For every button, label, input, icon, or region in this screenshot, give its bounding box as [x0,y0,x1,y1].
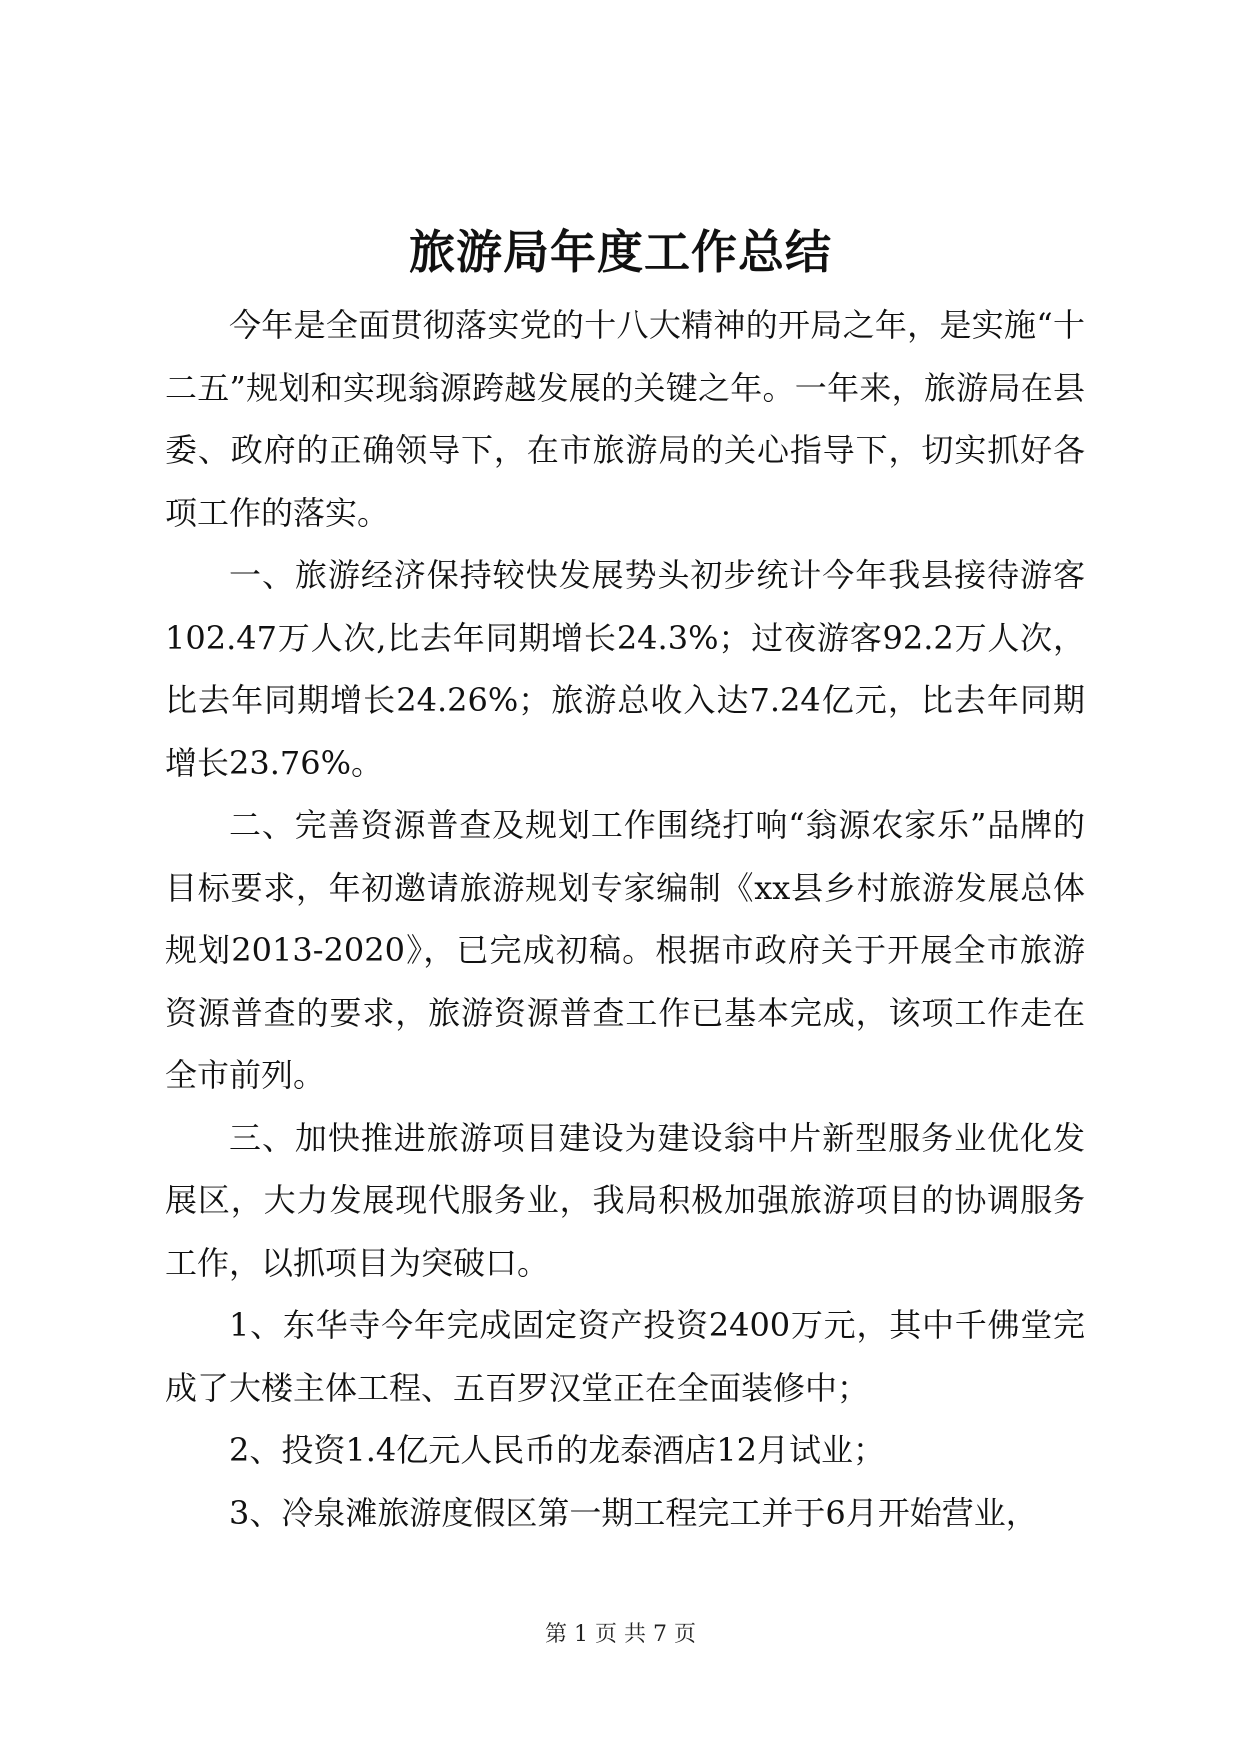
page-indicator: 第 1 页 共 7 页 [545,1622,696,1647]
paragraph-item-1: 1、东华寺今年完成固定资产投资2400万元，其中千佛堂完成了大楼主体工程、五百罗汉堂正在全面装修中； [165,1306,1085,1407]
paragraph-section-2: 二、完善资源普查及规划工作围绕打响“翁源农家乐”品牌的目标要求，年初邀请旅游规划专家编制《xx县乡村旅游发展总体规划2013-2020》，已完成初稿。根据市政府关于开展全市旅游资源普查的要求，旅游资源普查工作已基本完成，该项工作走在全市前列。 [165,806,1085,1094]
paragraph-section-3: 三、加快推进旅游项目建设为建设翁中片新型服务业优化发展区，大力发展现代服务业，我局积极加强旅游项目的协调服务工作，以抓项目为突破口。 [165,1118,1085,1282]
document-body [165,294,1085,1544]
paragraph-section-1: 一、旅游经济保持较快发展势头初步统计今年我县接待游客102.47万人次,比去年同期增长24.3%；过夜游客92.2万人次，比去年同期增长24.26%；旅游总收入达7.24亿元，比去年同期增长23.76%。 [165,556,1085,782]
paragraph-intro: 今年是全面贯彻落实党的十八大精神的开局之年，是实施“十二五”规划和实现翁源跨越发展的关键之年。一年来，旅游局在县委、政府的正确领导下，在市旅游局的关心指导下，切实抓好各项工作的落实。 [165,306,1085,532]
document-title: 旅游局年度工作总结 [409,225,832,279]
paragraph-item-2: 2、投资1.4亿元人民币的龙泰酒店12月试业； [229,1431,885,1469]
page-footer [0,1620,1241,1650]
paragraph-item-3: 3、冷泉滩旅游度假区第一期工程完工并于6月开始营业， [229,1493,1038,1532]
